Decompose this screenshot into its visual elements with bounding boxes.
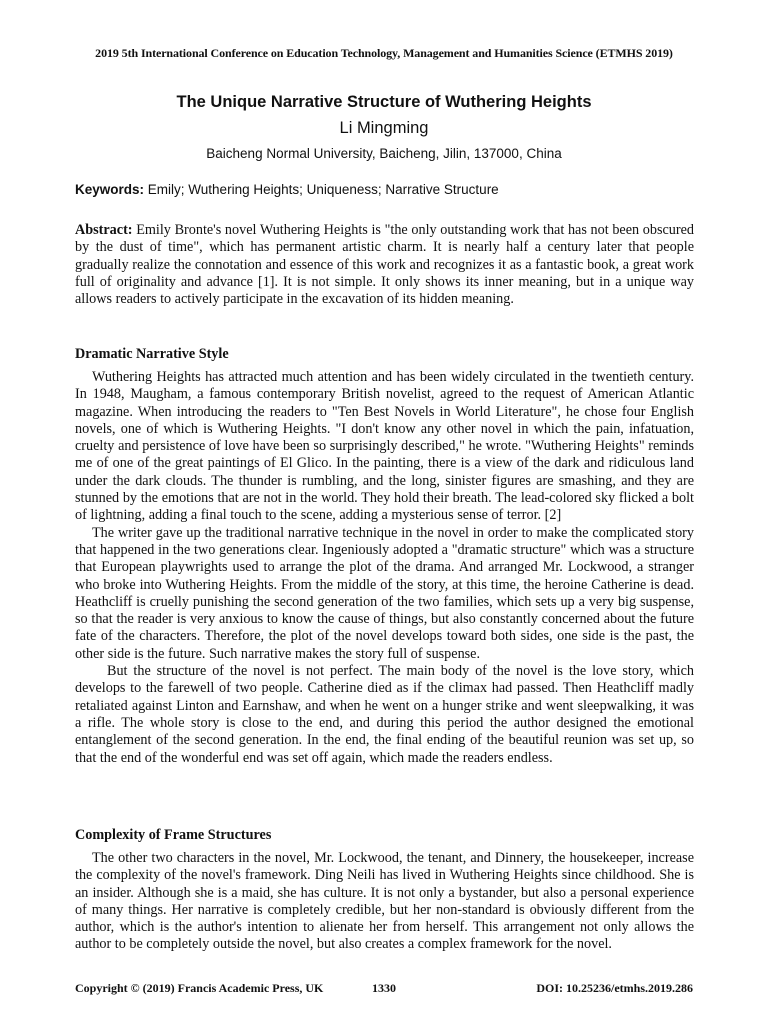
paragraph: The other two characters in the novel, Mr. Lockwood, the tenant, and Dinnery, the housekeeper, increase the complexity of the novel's framework. Ding Neili has lived in Wuthering Heights since childhood. She is an insider. Although she is a maid, she has culture. It is not only a bystander, but also a personal experience of many things. Her narrative is completely credible, but her non-standard is obviously different from the author, which is the author's intention to alienate her from herself. This arrangement not only allows the author to be completely outside the novel, but also creates a complex framework for the novel. — [75, 850, 694, 953]
footer-page-number: 1330 — [372, 981, 396, 995]
paper-author: Li Mingming — [339, 119, 429, 137]
keywords-text: Emily; Wuthering Heights; Uniqueness; Narrative Structure — [147, 182, 499, 197]
paper-title: The Unique Narrative Structure of Wuthering Heights — [176, 93, 592, 111]
keywords-label: Keywords: — [75, 182, 145, 197]
section-body-dramatic-narrative — [75, 369, 694, 767]
paragraph: The writer gave up the traditional narrative technique in the novel in order to make the complicated story that happened in the two generations clear. Ingeniously adopted a "dramatic structure" which was a structure that European playwrights used to arrange the plot of the drama. And arranged Mr. Lockwood, a stranger who broke into Wuthering Heights. From the middle of the story, at this time, the heroine Catherine is dead. Heathcliff is cruelly punishing the second generation of the two families, which sets up a very big suspense, so that the reader is very anxious to know the cause of things, but also constantly concerned about the future fate of the characters. Therefore, the plot of the novel develops toward both sides, one side is the past, the other side is the future. Such narrative makes the story full of suspense. — [75, 524, 694, 662]
abstract-label: Abstract: — [75, 222, 133, 238]
abstract-text: Emily Bronte's novel Wuthering Heights is "the only outstanding work that has not been obscured by the dust of time", which has permanent artistic charm. It is nearly half a century later that people gradually realize the connotation and essence of this work and recognizes it as a fantastic book, a great work full of originality and advance [1]. It is not simple. It only shows its inner meaning, but in a unique way allows readers to actively participate in the excavation of its hidden meaning. — [75, 222, 695, 308]
paragraph: Wuthering Heights has attracted much attention and has been widely circulated in the twentieth century. In 1948, Maugham, a famous contemporary British novelist, agreed to the request of American Atlantic magazine. When introducing the readers to "Ten Best Novels in World Literature", he chose four English novels, one of which is Wuthering Heights. "I don't know any other novel in which the pain, infatuation, cruelty and persistence of love have been so surprisingly described," he wrote. "Wuthering Heights" reminds me of one of the great paintings of El Glico. In the painting, there is a view of the dark and ridiculous land under the dark clouds. The thunder is rumbling, and the long, sinister figures are smashing, and they are stunned by the emotions that are not in the world. They hold their breath. The lead-colored sky flicked a bolt of lightning, adding a final touch to the scene, adding a mysterious sense of terror. [2] — [75, 369, 694, 524]
footer-copyright: Copyright © (2019) Francis Academic Press, UK — [75, 981, 324, 995]
paragraph: But the structure of the novel is not perfect. The main body of the novel is the love story, which develops to the farewell of two people. Catherine died as if the climax had passed. Then Heathcliff madly retaliated against Linton and Earnshaw, and when he went on a hunger strike and went sleepwalking, it was a rifle. The whole story is close to the end, and during this period the author designed the emotional entanglement of the second generation. In the end, the final ending of the beautiful reunion was set up, so that the end of the wonderful end was set off again, which made the readers endless. — [75, 663, 694, 766]
abstract-block — [75, 222, 694, 308]
footer-doi: DOI: 10.25236/etmhs.2019.286 — [536, 981, 693, 995]
conference-header: 2019 5th International Conference on Education Technology, Management and Humanities Science (ETMHS 2019) — [95, 46, 673, 60]
section-heading-dramatic-narrative: Dramatic Narrative Style — [75, 346, 229, 362]
keywords-line — [75, 182, 695, 197]
section-heading-frame-structures: Complexity of Frame Structures — [75, 827, 272, 843]
section-body-frame-structures — [75, 850, 694, 954]
author-affiliation: Baicheng Normal University, Baicheng, Jilin, 137000, China — [206, 146, 562, 161]
